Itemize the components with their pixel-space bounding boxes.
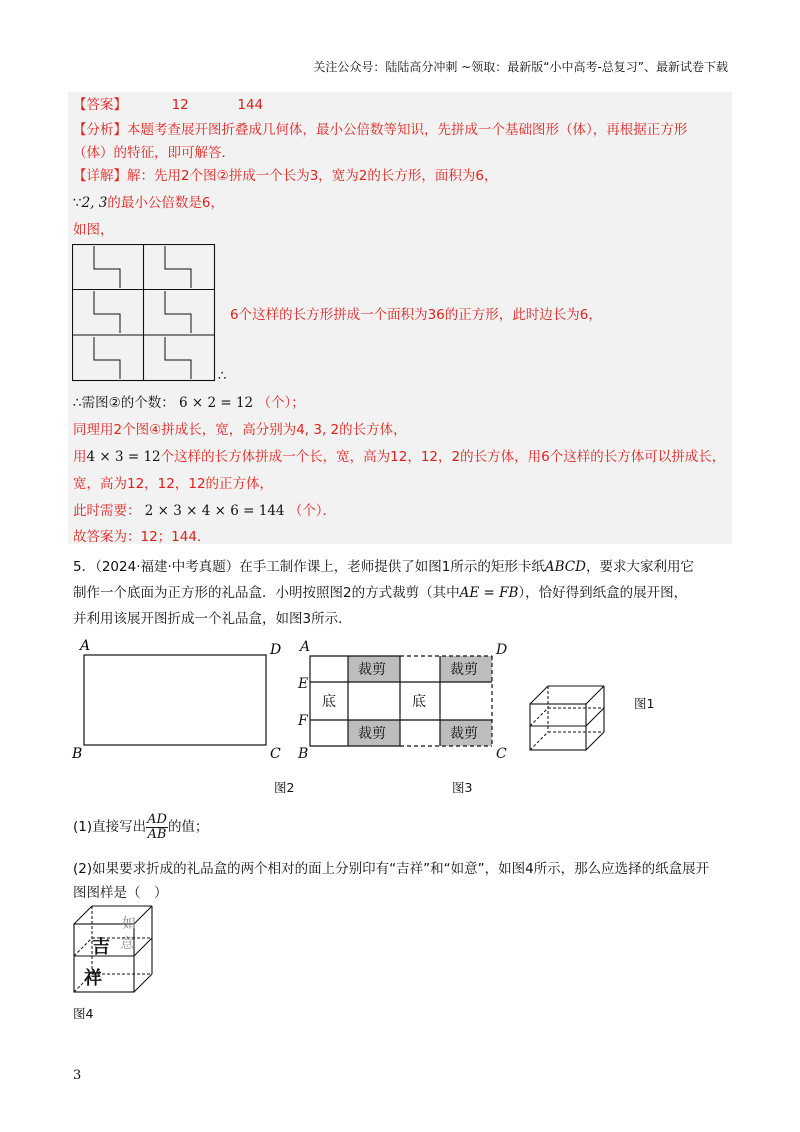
need2-suffix: （个）． <box>288 503 337 519</box>
final-answer: 故答案为：12；144． <box>73 529 211 545</box>
use-math: 4 × 3 = 12 <box>86 449 161 465</box>
answer-1: 12 <box>171 97 189 113</box>
because-symbol: ∵ <box>73 195 82 211</box>
label-D: D <box>270 642 282 658</box>
need2-line <box>73 501 336 521</box>
q2-prefix: 制作一个底面为正方形的礼品盒．小明按照图2的方式裁剪（其中 <box>73 585 460 601</box>
need-prefix: ∴需图②的个数： <box>73 395 175 411</box>
lcm-suffix: 的最小公倍数是6， <box>107 195 224 211</box>
label-C: C <box>270 746 281 762</box>
cut-label-2: 裁剪 <box>450 662 478 678</box>
q1-suffix: ，要求大家利用它 <box>585 559 694 575</box>
figure-1-rectangle <box>70 636 290 766</box>
page-number: 3 <box>73 1068 82 1083</box>
label-E: E <box>298 676 309 692</box>
therefore-symbol: ∴ <box>218 368 227 384</box>
q2-math: AE = FB <box>459 585 519 601</box>
char-ru: 如 <box>122 916 136 932</box>
label-A: A <box>300 639 311 655</box>
same-line: 同理用2个图④拼成长，宽，高分别为4, 3, 2的长方体， <box>73 422 407 438</box>
label-C: C <box>496 746 507 762</box>
use-suffix: 个这样的长方体拼成一个长，宽，高为12，12，2的长方体，用6个这样的长方体可以拼成长， <box>160 449 726 465</box>
fraction-denominator: AB <box>147 826 167 842</box>
char-yi: 意 <box>120 936 134 952</box>
figure-2-net <box>296 636 516 766</box>
label-B: B <box>298 746 309 762</box>
question-line-3: 并利用该展开图折成一个礼品盒，如图3所示． <box>73 611 352 627</box>
square-grid-figure <box>72 244 218 384</box>
cut-label-4: 裁剪 <box>450 726 478 742</box>
caption-figure-4: 图4 <box>73 1006 94 1021</box>
square-text: 6个这样的长方形拼成一个面积为36的正方形，此时边长为6， <box>230 307 602 323</box>
q2-suffix: ），恰好得到纸盒的展开图， <box>518 585 688 601</box>
sub1-prefix: (1)直接写出 <box>73 819 147 835</box>
lcm-math: 2, 3 <box>81 195 108 211</box>
cube-line: 宽，高为12，12，12的正方体， <box>73 476 274 492</box>
sub-question-1 <box>73 812 208 842</box>
lcm-line <box>73 193 224 213</box>
analysis-line-1: 【分析】本题考查展开图折叠成几何体，最小公倍数等知识，先拼成一个基础图形（体），再根据正方形 <box>73 122 688 138</box>
label-B: B <box>72 746 83 762</box>
base-label-2: 底 <box>412 694 426 710</box>
label-D: D <box>496 642 508 658</box>
caption-figure-2: 图2 <box>274 780 295 795</box>
as-figure-line: 如图， <box>73 222 114 238</box>
detail-line: 【详解】解：先用2个图②拼成一个长为3，宽为2的长方形，面积为6， <box>73 168 498 184</box>
page-header: 关注公众号：陆陆高分冲刺 ~领取：最新版“小中高考-总复习”、最新试卷下载 <box>313 60 728 74</box>
fraction-ad-ab <box>146 813 168 842</box>
need-line <box>73 393 305 413</box>
caption-figure-3: 图3 <box>452 780 473 795</box>
label-A: A <box>80 638 91 654</box>
answer-2: 144 <box>237 97 264 113</box>
q1-math: ABCD <box>544 559 586 575</box>
answer-label: 【答案】 <box>73 97 127 113</box>
need2-prefix: 此时需要： <box>73 503 141 519</box>
sub-question-2-line-1: (2)如果要求折成的礼品盒的两个相对的面上分别印有“吉祥”和“如意”，如图4所示，那么应选择的纸盒展开 <box>73 861 710 877</box>
need-suffix: （个）； <box>257 395 305 411</box>
need2-math: 2 × 3 × 4 × 6 = 144 <box>144 503 285 519</box>
sub-question-2-line-2: 图图样是（ ） <box>73 885 168 901</box>
fraction-numerator: AD <box>147 811 167 827</box>
char-ji: 吉 <box>92 937 110 958</box>
sub1-suffix: 的值； <box>167 819 209 835</box>
analysis-line-2: （体）的特征，即可解答． <box>73 145 235 161</box>
question-line-2 <box>73 582 687 604</box>
figure-4-gift-box <box>70 904 156 996</box>
use-line <box>73 447 725 467</box>
cut-label-1: 裁剪 <box>358 662 386 678</box>
label-F: F <box>298 713 308 729</box>
char-xiang: 祥 <box>84 968 102 989</box>
use-prefix: 用 <box>73 449 87 465</box>
answer-line <box>73 95 263 115</box>
cut-label-3: 裁剪 <box>358 726 386 742</box>
figure-3-box <box>526 682 610 754</box>
need-math: 6 × 2 = 12 <box>179 395 254 411</box>
caption-figure-1: 图1 <box>634 696 655 711</box>
q1-prefix: 5．（2024·福建·中考真题）在手工制作课上，老师提供了如图1所示的矩形卡纸 <box>73 559 545 575</box>
question-line-1 <box>73 556 694 578</box>
base-label-1: 底 <box>322 694 336 710</box>
